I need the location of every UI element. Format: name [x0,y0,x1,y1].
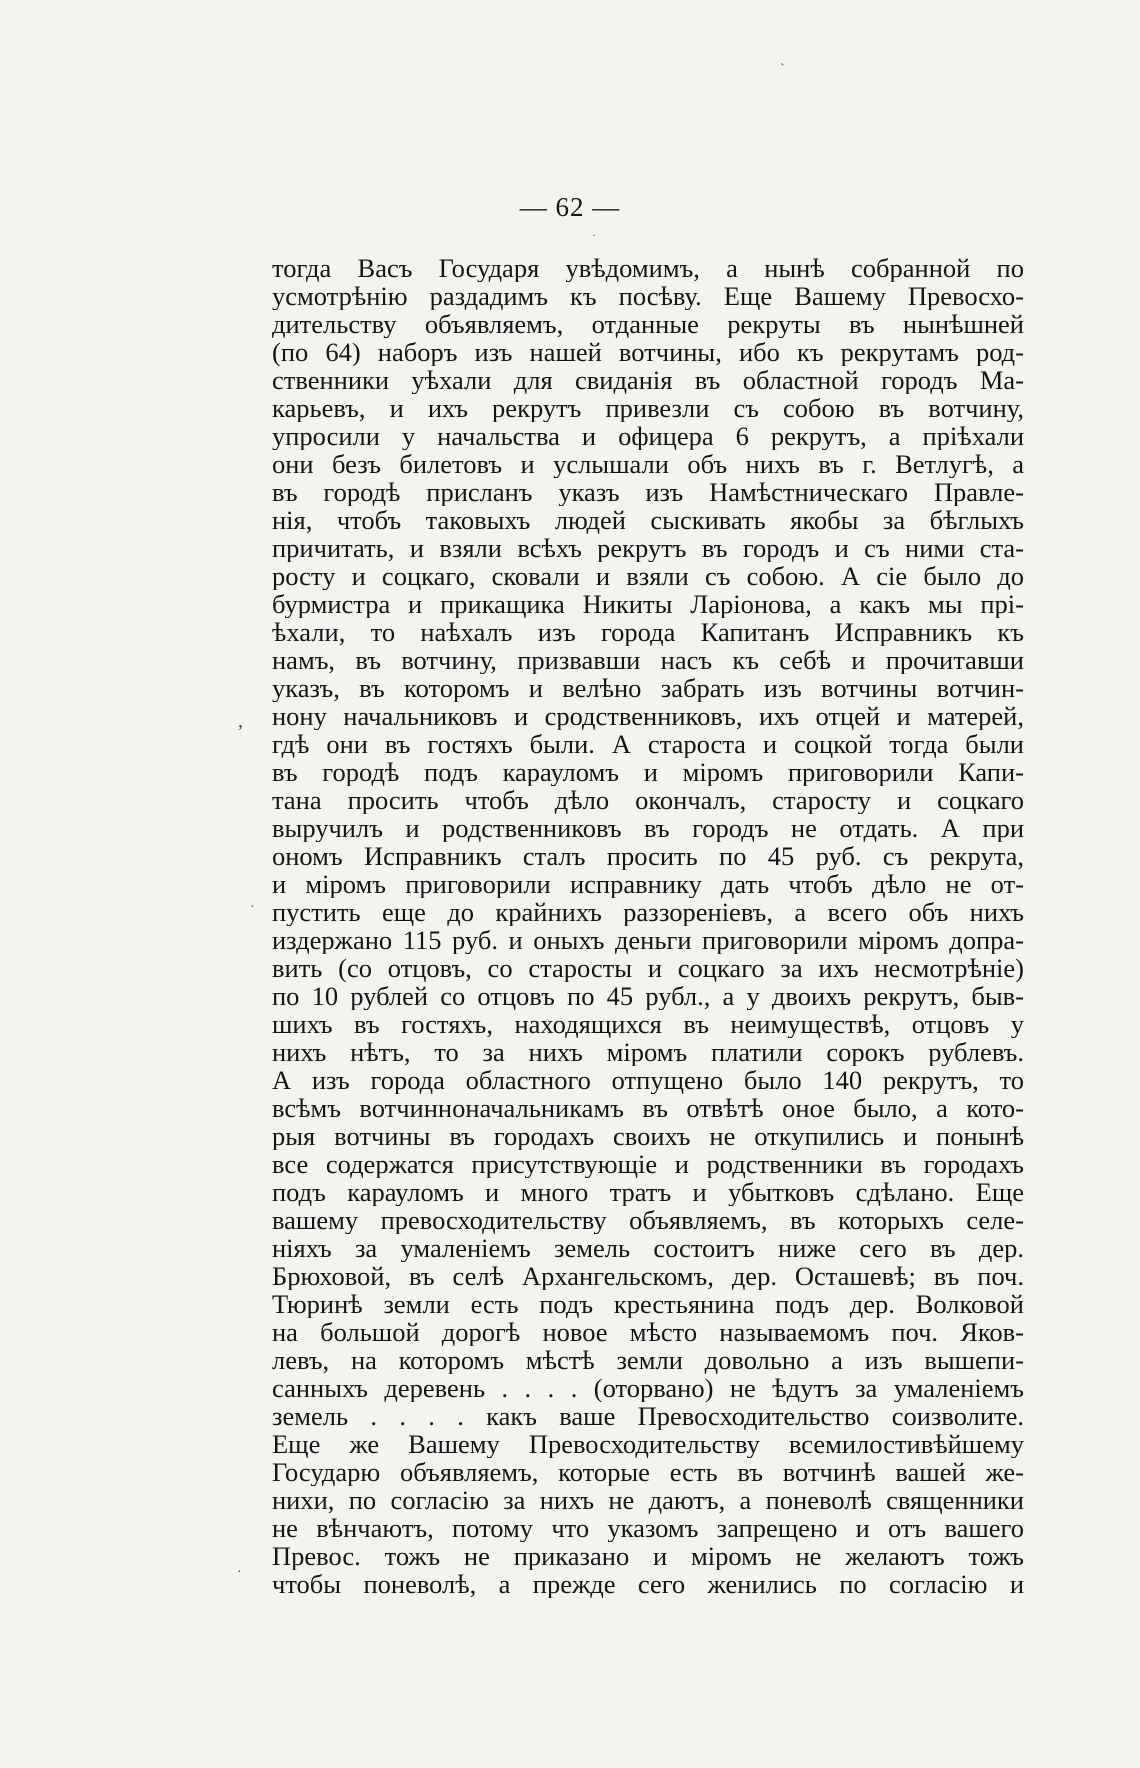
text-line: пустить еще до крайнихъ раззореніевъ, а всего объ нихъ [272,898,1024,926]
text-line: ѣхали, то наѣхалъ изъ города Капитанъ Исправникъ къ [272,618,1024,646]
page-number: — 62 — [519,192,621,222]
text-line: издержано 115 руб. и оныхъ деньги приговорили міромъ допра- [272,926,1024,954]
text-line: въ городѣ присланъ указъ изъ Намѣстническаго Правле- [272,478,1024,506]
text-line: (по 64) наборъ изъ нашей вотчины, ибо къ рекрутамъ род- [272,338,1024,366]
scan-speck: · [250,900,255,915]
text-line: и міромъ приговорили исправнику дать чтобъ дѣло не от- [272,870,1024,898]
text-line: дительству объявляемъ, отданные рекруты въ нынѣшней [272,310,1024,338]
scan-speck: , [238,710,243,732]
text-line: ономъ Исправникъ сталъ просить по 45 руб. съ рекрута, [272,842,1024,870]
text-line: ніяхъ за умаленіемъ земель состоитъ ниже сего въ дер. [272,1234,1024,1262]
text-line: рыя вотчины въ городахъ своихъ не откупились и понынѣ [272,1122,1024,1150]
text-line: земель . . . . какъ ваше Превосходительство соизволите. [272,1402,1024,1430]
scan-speck: ˋ [780,62,785,77]
body-text [272,254,1024,1598]
text-line: Государю объявляемъ, которые есть въ вотчинѣ вашей же- [272,1458,1024,1486]
text-line: нія, чтобъ таковыхъ людей сыскивать якобы за бѣглыхъ [272,506,1024,534]
text-line: карьевъ, и ихъ рекрутъ привезли съ собою въ вотчину, [272,394,1024,422]
text-line: намъ, въ вотчину, призвавши насъ къ себѣ и прочитавши [272,646,1024,674]
text-line: тогда Васъ Государя увѣдомимъ, а нынѣ собранной по [272,254,1024,282]
text-line: усмотрѣнію раздадимъ къ посѣву. Еще Вашему Превосхо- [272,282,1024,310]
text-line: гдѣ они въ гостяхъ были. А староста и соцкой тогда были [272,730,1024,758]
text-line: санныхъ деревень . . . . (оторвано) не ѣдутъ за умаленіемъ [272,1374,1024,1402]
text-line: росту и соцкаго, сковали и взяли съ собою. А сіе было до [272,562,1024,590]
text-line: упросили у начальства и офицера 6 рекрутъ, а пріѣхали [272,422,1024,450]
text-line: Превос. тожъ не приказано и міромъ не желаютъ тожъ [272,1542,1024,1570]
scan-speck: · [237,1565,242,1580]
text-line: выручилъ и родственниковъ въ городъ не отдать. А при [272,814,1024,842]
text-line: причитать, и взяли всѣхъ рекрутъ въ городъ и съ ними ста- [272,534,1024,562]
text-line: нихъ нѣтъ, то за нихъ міромъ платили сорокъ рублевъ. [272,1038,1024,1066]
text-line: нону начальниковъ и сродственниковъ, ихъ отцей и матерей, [272,702,1024,730]
text-line: все содержатся присутствующіе и родственники въ городахъ [272,1150,1024,1178]
text-line: А изъ города областного отпущено было 140 рекрутъ, то [272,1066,1024,1094]
text-line: левъ, на которомъ мѣстѣ земли довольно а изъ вышепи- [272,1346,1024,1374]
text-line: нихи, по согласію за нихъ не даютъ, а поневолѣ священники [272,1486,1024,1514]
text-line: они безъ билетовъ и услышали объ нихъ въ г. Ветлугѣ, а [272,450,1024,478]
text-line: чтобы поневолѣ, а прежде сего женились по согласію и [272,1570,1024,1598]
text-line: тана просить чтобъ дѣло окончалъ, старосту и соцкаго [272,786,1024,814]
text-line: указъ, въ которомъ и велѣно забрать изъ вотчины вотчин- [272,674,1024,702]
text-line: Тюринѣ земли есть подъ крестьянина подъ дер. Волковой [272,1290,1024,1318]
text-line: бурмистра и прикащика Никиты Ларіонова, а какъ мы прі- [272,590,1024,618]
text-line: въ городѣ подъ карауломъ и міромъ приговорили Капи- [272,758,1024,786]
text-line: шихъ въ гостяхъ, находящихся въ неимуществѣ, отцовъ у [272,1010,1024,1038]
text-line: не вѣнчаютъ, потому что указомъ запрещено и отъ вашего [272,1514,1024,1542]
scan-speck: · [592,228,596,242]
text-line: вашему превосходительству объявляемъ, въ которыхъ селе- [272,1206,1024,1234]
text-line: подъ карауломъ и много тратъ и убытковъ сдѣлано. Еще [272,1178,1024,1206]
text-line: по 10 рублей со отцовъ по 45 рубл., а у двоихъ рекрутъ, быв- [272,982,1024,1010]
text-line: на большой дорогѣ новое мѣсто называемомъ поч. Яков- [272,1318,1024,1346]
text-line: ственники уѣхали для свиданія въ областной городъ Ма- [272,366,1024,394]
text-line: всѣмъ вотчинноначальникамъ въ отвѣтѣ оное было, а кото- [272,1094,1024,1122]
text-line: вить (со отцовъ, со старосты и соцкаго за ихъ несмотрѣніе) [272,954,1024,982]
text-line: Еще же Вашему Превосходительству всемилостивѣйшему [272,1430,1024,1458]
text-line: Брюховой, въ селѣ Архангельскомъ, дер. Осташевѣ; въ поч. [272,1262,1024,1290]
